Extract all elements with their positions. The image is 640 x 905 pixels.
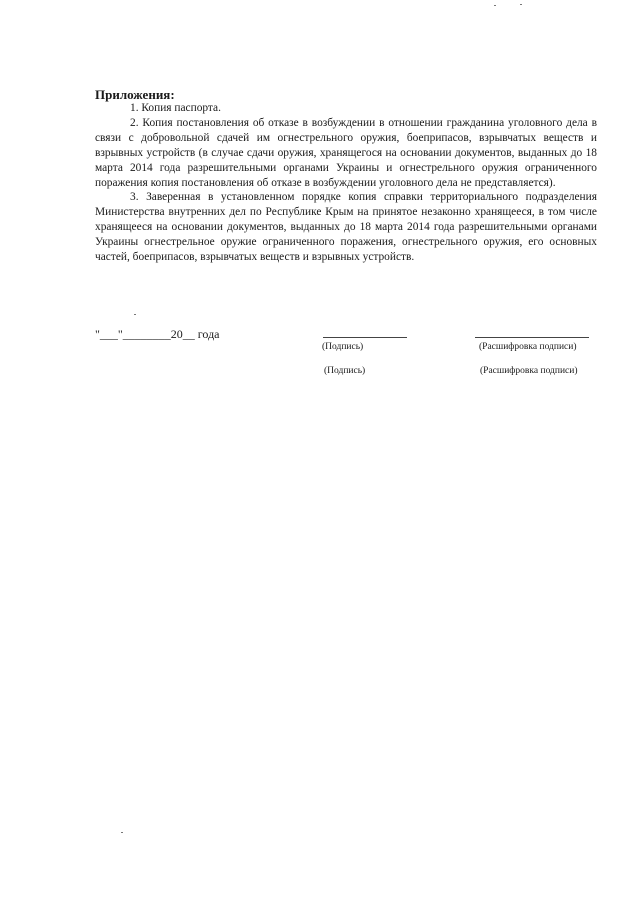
scan-speck [121, 832, 123, 833]
attachments-heading: Приложения: [95, 87, 175, 102]
scan-speck [134, 314, 136, 315]
attachment-item-1: 1. Копия паспорта. [130, 102, 221, 114]
scan-speck [494, 5, 496, 6]
signature-caption: (Подпись) [324, 366, 366, 376]
signature-transcript-line [475, 337, 589, 338]
date-line: "___"________20__ года [95, 327, 220, 341]
signature-transcript-caption: (Расшифровка подписи) [479, 342, 577, 352]
signature-transcript-caption: (Расшифровка подписи) [480, 366, 578, 376]
scan-speck [520, 4, 522, 5]
signature-caption: (Подпись) [322, 342, 364, 352]
attachment-item-3: 3. Заверенная в установленном порядке копия справки территориального подразделения Министерства внутренних дел по Республике Крым на принятое незаконно хранящееся, в том числе хранящееся на основании документов, выданных до 18 марта 2014 года разрешительными органами Украины огнестрельное оружие ограниченного поражения, огнестрельного оружия, его основных частей, боеприпасов, взрывчатых веществ и взрывных устройств. [95, 191, 597, 264]
signature-line [323, 337, 407, 338]
attachment-item-2: 2. Копия постановления об отказе в возбуждении в отношении гражданина уголовного дела в связи с добровольной сдачей им огнестрельного оружия, боеприпасов, взрывчатых веществ и взрывных устройств (в случае сдачи оружия, хранящегося на основании документов, выданных до 18 марта 2014 года разрешительными органами Украины и огнестрельного оружия ограниченного поражения копия постановления об отказе в возбуждении уголовного дела не представляется). [95, 116, 597, 189]
attachments-list [95, 101, 597, 265]
